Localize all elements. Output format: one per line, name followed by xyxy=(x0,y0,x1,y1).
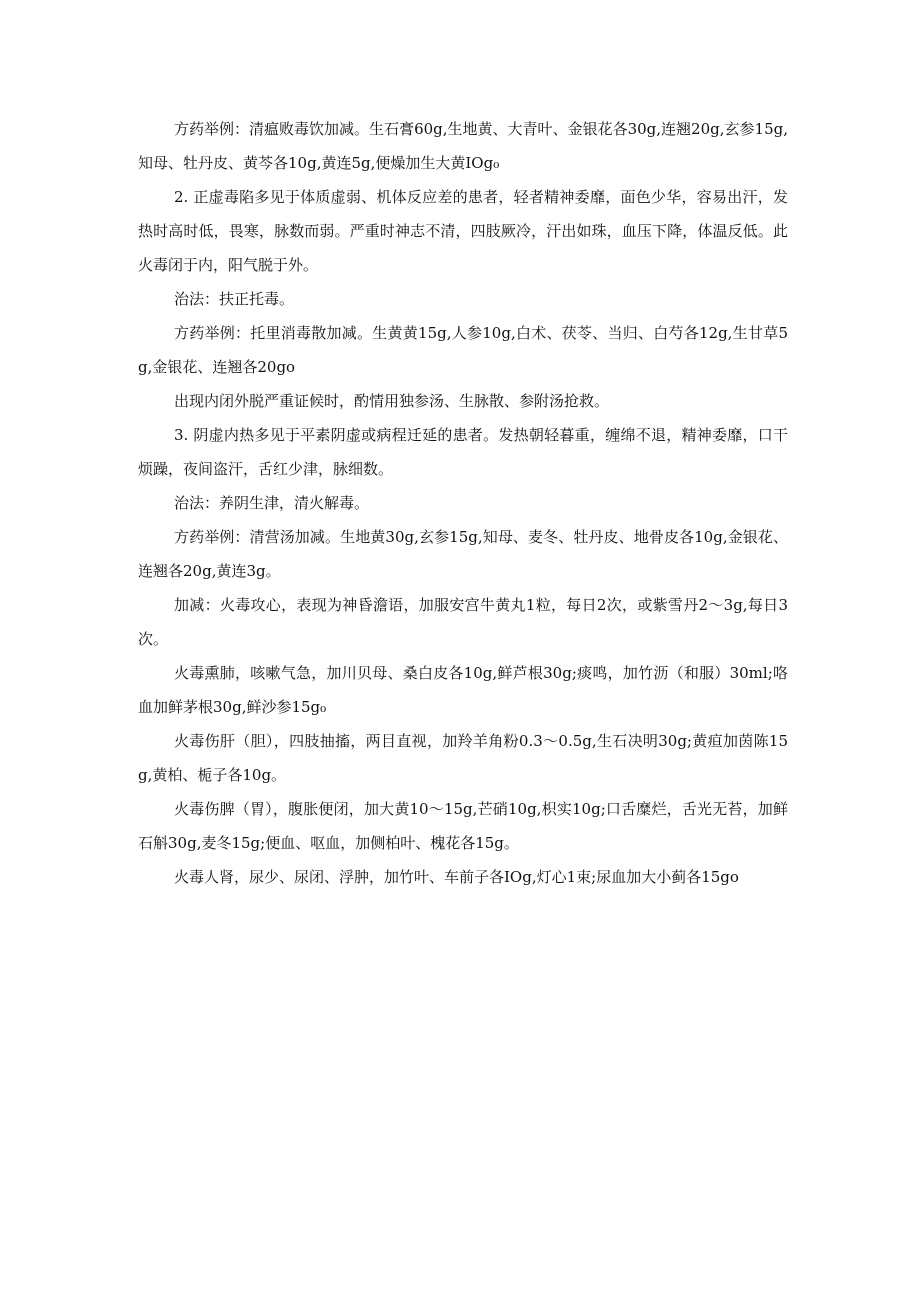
paragraph-12: 火毒伤脾（胃），腹胀便闭，加大黄10～15g,芒硝10g,枳实10g;口舌糜烂，舌光无苔，加鲜石斛30g,麦冬15g;便血、呕血，加侧柏叶、槐花各15g。 xyxy=(138,800,788,852)
paragraph-1: 方药举例：清瘟败毒饮加减。生石膏60g,生地黄、大青叶、金银花各30g,连翘20g,玄参15g,知母、牡丹皮、黄芩各10g,黄连5g,便燥加生大黄IOg₀ xyxy=(138,120,788,172)
paragraph-5: 出现内闭外脱严重证候时，酌情用独参汤、生脉散、参附汤抢救。 xyxy=(174,392,610,410)
paragraph-10: 火毒熏肺，咳嗽气急，加川贝母、桑白皮各10g,鲜芦根30g;痰鸣，加竹沥（和服）30ml;咯血加鲜茅根30g,鲜沙参15g₀ xyxy=(138,664,788,716)
paragraph-6: 3. 阴虚内热多见于平素阴虚或病程迁延的患者。发热朝轻暮重，缠绵不退，精神委靡，口干烦躁，夜间盗汗，舌红少津，脉细数。 xyxy=(138,426,788,478)
paragraph-7: 治法：养阴生津，清火解毒。 xyxy=(174,494,370,512)
paragraph-8: 方药举例：清营汤加减。生地黄30g,玄参15g,知母、麦冬、牡丹皮、地骨皮各10g,金银花、连翘各20g,黄连3g。 xyxy=(138,528,788,580)
document-body xyxy=(138,112,788,894)
paragraph-3: 治法：扶正托毒。 xyxy=(174,290,295,308)
paragraph-13: 火毒人肾，尿少、尿闭、浮肿，加竹叶、车前子各IOg,灯心1束;尿血加大小蓟各15go xyxy=(174,868,739,886)
paragraph-11: 火毒伤肝（胆），四肢抽搐，两目直视，加羚羊角粉0.3～0.5g,生石决明30g;黄疸加茵陈15g,黄柏、栀子各10g。 xyxy=(138,732,788,784)
paragraph-9: 加减：火毒攻心，表现为神昏澹语，加服安宫牛黄丸1粒，每日2次，或紫雪丹2～3g,每日3次。 xyxy=(138,596,788,648)
paragraph-4: 方药举例：托里消毒散加减。生黄黄15g,人参10g,白术、茯苓、当归、白芍各12g,生甘草5g,金银花、连翘各20go xyxy=(138,324,788,376)
paragraph-2: 2. 正虚毒陷多见于体质虚弱、机体反应差的患者，轻者精神委靡，面色少华，容易出汗，发热时高时低，畏寒，脉数而弱。严重时神志不清，四肢厥冷，汗出如珠，血压下降，体温反低。此火毒闭于内，阳气脱于外。 xyxy=(138,188,788,274)
